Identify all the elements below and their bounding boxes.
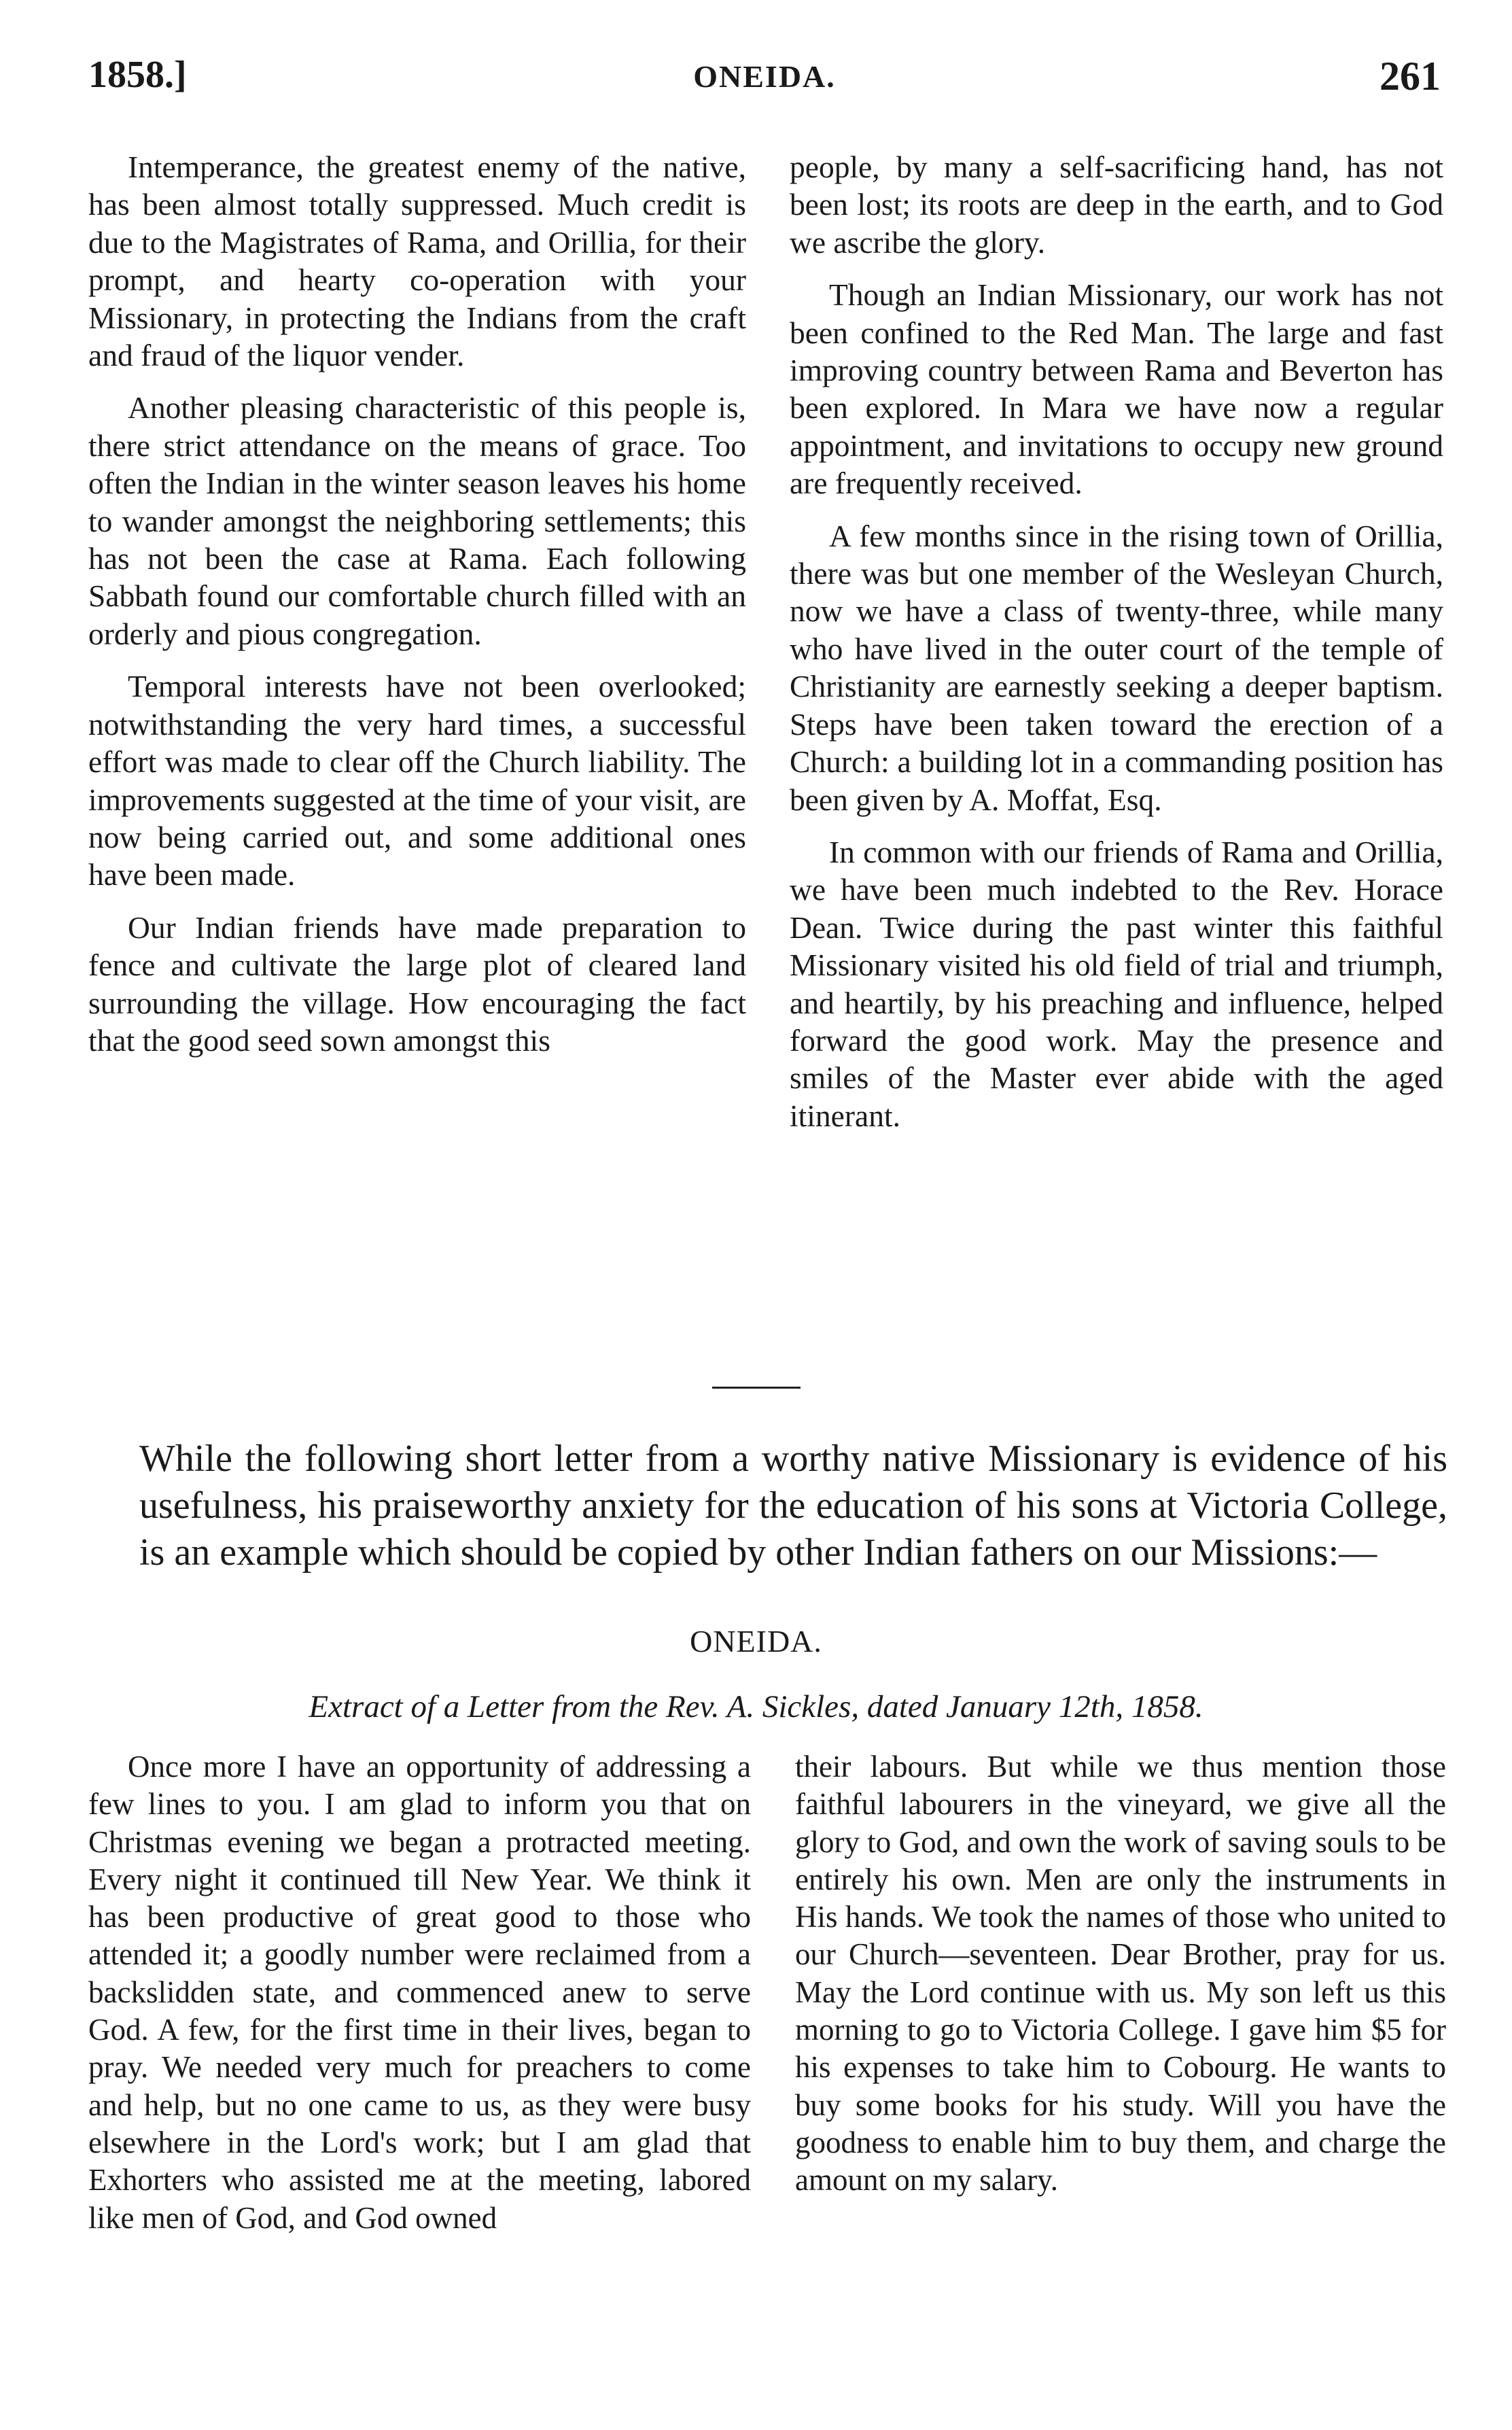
section-title: ONEIDA. bbox=[690, 1624, 822, 1659]
report-left-column bbox=[88, 148, 746, 1059]
report-paragraph: A few months since in the rising town of Orillia, there was but one member of the Wesleyan Church, now we have a class of twenty-three, while many who have lived in the outer court of the temple of Christianity are earnestly seeking a deeper baptism. Steps have been taken toward the erection of a Church: a building lot in a commanding position has been given by A. Moffat, Esq. bbox=[790, 518, 1443, 817]
report-paragraph: In common with our friends of Rama and Orillia, we have been much indebted to the Rev. Horace Dean. Twice during the past winter this faithful Missionary visited his old field of trial and triumph, and heartily, by his preaching and influence, helped forward the good work. May the presence and smiles of the Master ever abide with the aged itinerant. bbox=[790, 834, 1443, 1133]
report-paragraph: Temporal interests have not been overlooked; notwithstanding the very hard times, a successful effort was made to clear off the Church liability. The improvements suggested at the time of your visit, are now being carried out, and some additional ones have been made. bbox=[88, 669, 746, 892]
report-paragraph: Though an Indian Missionary, our work has not been confined to the Red Man. The large and fast improving country between Rama and Beverton has been explored. In Mara we have now a regular appointment, and invitations to occupy new ground are frequently received. bbox=[790, 277, 1443, 501]
header-year: 1858.] bbox=[88, 54, 187, 96]
report-paragraph: Our Indian friends have made preparation to fence and cultivate the large plot of cleared land surrounding the village. How encouraging the fact that the good seed sown amongst this bbox=[88, 909, 746, 1058]
page-number: 261 bbox=[1379, 54, 1441, 99]
report-right-column bbox=[790, 148, 1443, 1134]
header-title: ONEIDA. bbox=[693, 59, 836, 94]
report-paragraph: Intemperance, the greatest enemy of the native, has been almost totally suppressed. Much credit is due to the Magistrates of Rama, and Orillia, for their prompt, and hearty co-operation with your Missionary, in protecting the Indians from the craft and fraud of the liquor vender. bbox=[88, 150, 746, 373]
report-paragraph-continuation: people, by many a self-sacrificing hand, has not been lost; its roots are deep in the earth, and to God we ascribe the glory. bbox=[790, 150, 1443, 260]
letter-paragraph: Once more I have an opportunity of addressing a few lines to you. I am glad to inform you that on Christmas evening we began a protracted meeting. Every night it continued till New Year. We think it has been productive of great good to those who attended it; a goodly number were reclaimed from a backslidden state, and commenced anew to serve God. A few, for the first time in their lives, began to pray. We needed very much for preachers to come and help, but no one came to us, as they were busy elsewhere in the Lord's work; but I am glad that Exhorters who assisted me at the meeting, labored like men of God, and God owned bbox=[88, 1750, 751, 2235]
section-separator-rule bbox=[712, 1387, 801, 1389]
editorial-introduction: While the following short letter from a worthy native Missionary is evidence of his usefulness, his praiseworthy anxiety for the education of his sons at Victoria College, is an example which should be copied by other Indian fathers on our Missions:— bbox=[139, 1438, 1447, 1574]
letter-paragraph-continuation: their labours. But while we thus mention those faithful labourers in the vineyard, we give all the glory to God, and own the work of saving souls to be entirely his own. Men are only the instruments in His hands. We took the names of those who united to our Church—seventeen. Dear Brother, pray for us. May the Lord continue with us. My son left us this morning to go to Victoria College. I gave him $5 for his expenses to take him to Cobourg. He wants to buy some books for his study. Will you have the goodness to enable him to buy them, and charge the amount on my salary. bbox=[795, 1750, 1446, 2198]
letter-subtitle: Extract of a Letter from the Rev. A. Sickles, dated January 12th, 1858. bbox=[309, 1689, 1203, 1724]
letter-left-column bbox=[88, 1748, 751, 2237]
running-head bbox=[88, 53, 1441, 107]
report-paragraph: Another pleasing characteristic of this people is, there strict attendance on the means of grace. Too often the Indian in the winter season leaves his home to wander amongst the neighboring settlements; this has not been the case at Rama. Each following Sabbath found our comfortable church filled with an orderly and pious congregation. bbox=[88, 390, 746, 651]
letter-right-column bbox=[795, 1748, 1446, 2200]
